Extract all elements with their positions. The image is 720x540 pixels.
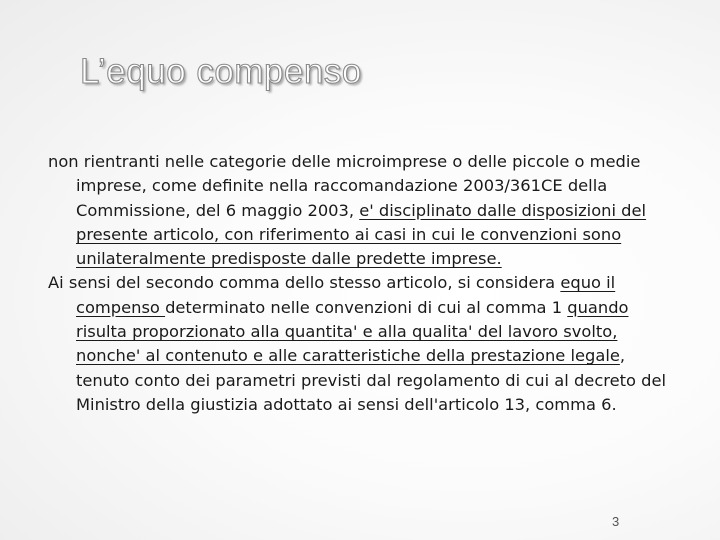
- paragraph-2-underlined-b: quando risulta proporzionato alla quantita' e alla qualita' del lavoro svolto, nonche' al contenuto e alle caratteristiche della prestazione legale: [76, 297, 629, 366]
- paragraph-2-text-a: Ai sensi del secondo comma dello stesso articolo, si considera: [48, 273, 561, 293]
- paragraph-2-text-c: , tenuto conto dei parametri previsti dal regolamento di cui al decreto del Ministro della giustizia adottato ai sensi dell'articolo 13, comma 6.: [76, 346, 667, 414]
- paragraph-2-underlined-a: equo il compenso: [76, 273, 616, 317]
- paragraph-2-text-b: determinato nelle convenzioni di cui al comma 1: [165, 297, 568, 317]
- paragraph-1-underlined-text: e' disciplinato dalle disposizioni del presente articolo, con riferimento ai casi in cui le convenzioni sono unilateralmente predisposte dalle predette imprese.: [76, 200, 647, 269]
- slide-body: [48, 150, 678, 417]
- slide-title: L’equo compenso: [80, 52, 362, 91]
- paragraph-1-text: non rientranti nelle categorie delle microimprese o delle piccole o medie imprese, come definite nella raccomandazione 2003/361CE della Commissione, del 6 maggio 2003,: [48, 152, 641, 220]
- paragraph-1: [48, 150, 678, 271]
- page-number: 3: [612, 514, 620, 529]
- paragraph-2: [48, 271, 678, 417]
